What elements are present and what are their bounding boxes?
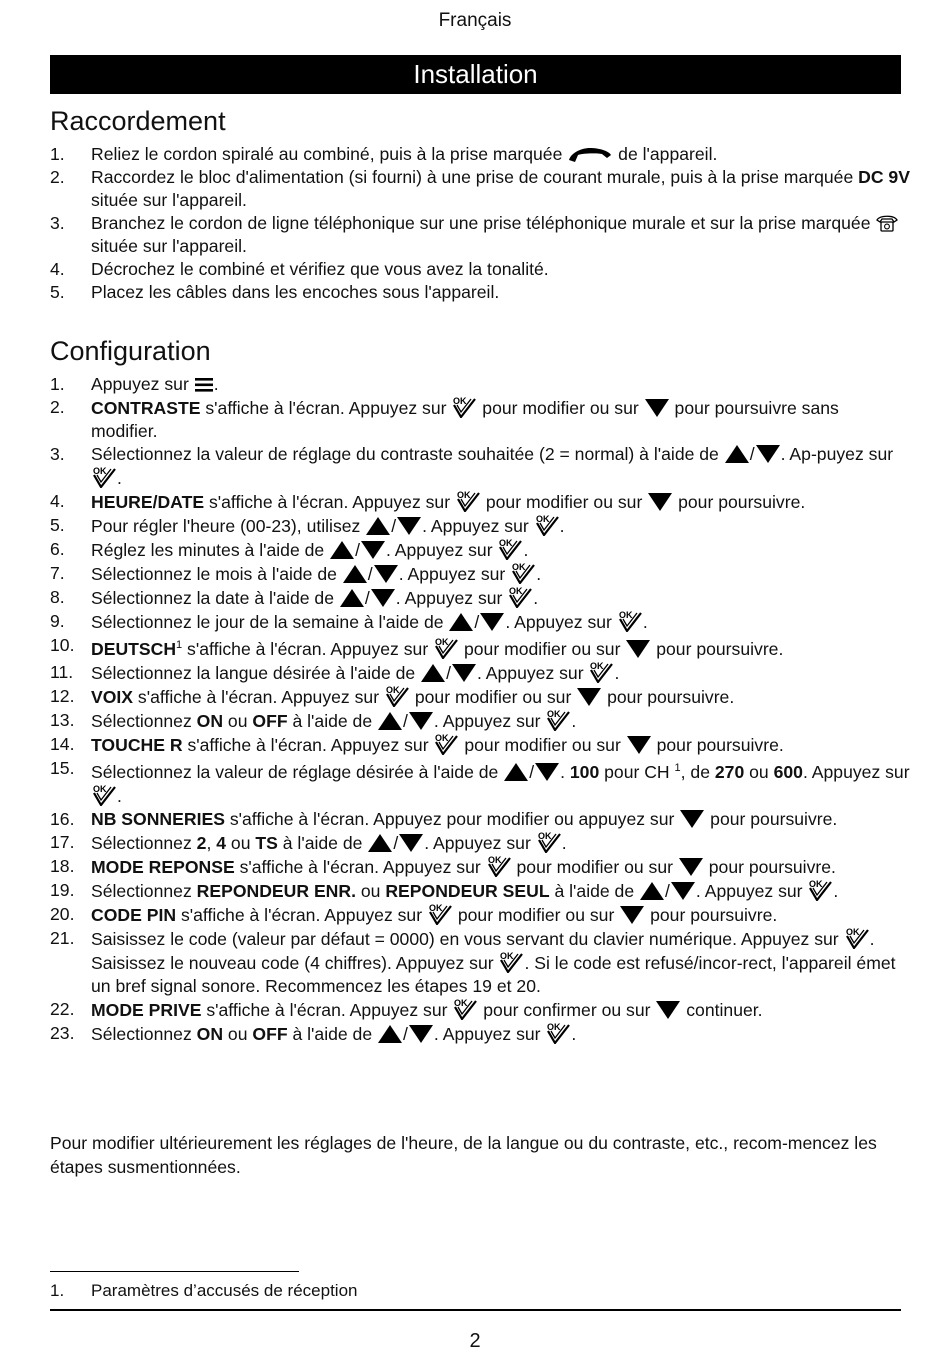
ok-icon: [452, 998, 478, 1020]
step-number: 2.: [50, 167, 65, 187]
down-arrow-icon: [655, 1000, 681, 1020]
down-arrow-icon: [644, 398, 670, 418]
step-number: 7.: [50, 563, 65, 583]
down-arrow-icon: [396, 516, 422, 536]
svg-text:OK: OK: [845, 926, 860, 937]
step-number: 15.: [50, 757, 75, 778]
bold-term: NB SONNERIES: [91, 808, 225, 829]
step-text: TOUCHE R s'affiche à l'écran. Appuyez sur OK pour modifier ou sur pour poursuivre.: [91, 732, 784, 755]
bold-term: DEUTSCH: [91, 638, 177, 659]
ok-icon: [807, 879, 833, 901]
step-number: 8.: [50, 587, 65, 607]
step-text: Sélectionnez la valeur de réglage désirée à l'aide de / . 100 pour CH $^1$, de 270 ou 600. Appuyez sur OK .: [91, 761, 910, 806]
ok-icon: [545, 709, 571, 731]
down-arrow-icon: [360, 540, 386, 560]
down-arrow-icon: [679, 809, 705, 829]
up-arrow-icon: [377, 711, 403, 731]
bold-term: ON: [196, 710, 224, 731]
step-text: HEURE/DATE s'affiche à l'écran. Appuyez sur OK pour modifier ou sur pour poursuivre.: [91, 490, 806, 512]
step-number: 4.: [50, 259, 65, 279]
step-number: 17.: [50, 831, 75, 852]
down-arrow-icon: [479, 612, 505, 632]
step-text: Saisissez le code (valeur par défaut = 0000) en vous servant du clavier numérique. Appuyez sur OK . Saisissez le nouveau code (4 chiffres). Appuyez sur OK . Si le code est refusé/incor-rect, l'appareil émet un bref signal sonore. Recommencez les étapes 19 et 20.: [91, 926, 896, 996]
down-arrow-icon: [373, 564, 399, 584]
ok-icon: [498, 951, 524, 973]
step-text: CONTRASTE s'affiche à l'écran. Appuyez sur OK pour modifier ou sur pour poursuivre sans modifier.: [91, 396, 839, 441]
bottom-rule: [50, 1309, 901, 1311]
svg-text:OK: OK: [499, 538, 513, 548]
svg-text:OK: OK: [453, 396, 467, 406]
up-arrow-icon: [342, 564, 368, 584]
svg-text:OK: OK: [93, 783, 107, 794]
step-number: 4.: [50, 491, 65, 511]
svg-text:OK: OK: [618, 610, 633, 620]
ok-icon: [507, 586, 533, 608]
handset-icon: [567, 144, 613, 164]
svg-text:OK: OK: [456, 490, 471, 500]
configuration-step-15: [50, 757, 910, 808]
ok-icon: [617, 610, 643, 632]
up-arrow-icon: [339, 588, 365, 608]
configuration-step-5: [50, 514, 910, 538]
section-banner: Installation: [50, 55, 901, 94]
down-arrow-icon: [534, 762, 560, 782]
svg-text:OK: OK: [454, 997, 468, 1008]
bold-term: 4: [216, 832, 227, 853]
svg-text:OK: OK: [435, 636, 449, 647]
up-arrow-icon: [420, 663, 446, 683]
bold-term: OFF: [252, 710, 288, 731]
ok-icon: [455, 490, 481, 512]
step-text: Sélectionnez 2, 4 ou TS à l'aide de / . Appuyez sur OK .: [91, 830, 567, 853]
ok-icon: [91, 466, 117, 488]
ok-icon: [536, 831, 562, 853]
configuration-step-17: [50, 831, 910, 855]
step-text: Raccordez le bloc d'alimentation (si fourni) à une prise de courant murale, puis à la prise marquée DC 9V située sur l'appareil.: [91, 167, 910, 210]
down-arrow-icon: [576, 687, 602, 707]
step-number: 14.: [50, 733, 75, 754]
up-arrow-icon: [724, 444, 750, 464]
step-text: Sélectionnez la langue désirée à l'aide de / . Appuyez sur OK .: [91, 660, 620, 683]
svg-text:OK: OK: [93, 466, 107, 476]
step-text: Placez les câbles dans les encoches sous l'appareil.: [91, 282, 500, 302]
ok-icon: [510, 562, 536, 584]
step-number: 3.: [50, 444, 65, 464]
step-text: Branchez le cordon de ligne téléphonique sur une prise téléphonique murale et sur la prise marquée située sur l'appareil.: [91, 212, 910, 258]
step-number: 2.: [50, 397, 65, 417]
bold-term: CODE PIN: [91, 904, 177, 925]
configuration-step-23: [50, 1022, 910, 1046]
step-number: 1.: [50, 374, 65, 394]
step-text: Réglez les minutes à l'aide de / . Appuyez sur OK .: [91, 538, 529, 560]
step-number: 19.: [50, 879, 75, 900]
down-arrow-icon: [408, 711, 434, 731]
step-number: 13.: [50, 709, 75, 730]
svg-text:OK: OK: [535, 514, 550, 524]
footnote-number: 1.: [50, 1281, 65, 1300]
svg-text:OK: OK: [537, 830, 552, 841]
bold-term: OFF: [252, 1023, 288, 1044]
step-text: Décrochez le combiné et vérifiez que vous avez la tonalité.: [91, 259, 549, 279]
step-text: Sélectionnez ON ou OFF à l'aide de / . Appuyez sur OK .: [91, 708, 577, 731]
configuration-step-13: [50, 709, 910, 733]
svg-text:OK: OK: [435, 732, 449, 743]
step-text: Sélectionnez le jour de la semaine à l'aide de / . Appuyez sur OK .: [91, 610, 648, 632]
down-arrow-icon: [398, 833, 424, 853]
ok-icon: [427, 903, 453, 925]
down-arrow-icon: [625, 639, 651, 659]
up-arrow-icon: [639, 881, 665, 901]
configuration-step-8: [50, 586, 910, 610]
configuration-steps: [50, 373, 910, 1046]
svg-text:OK: OK: [590, 660, 604, 671]
ok-icon: [844, 927, 870, 949]
svg-text:OK: OK: [500, 950, 514, 961]
bold-term: REPONDEUR SEUL: [385, 880, 550, 901]
raccordement-step-3: [50, 212, 910, 258]
step-number: 23.: [50, 1022, 75, 1043]
ok-icon: [534, 514, 560, 536]
up-arrow-icon: [365, 516, 391, 536]
step-text: Appuyez sur .: [91, 374, 219, 394]
bold-term: 270: [714, 761, 745, 782]
step-text: MODE PRIVE s'affiche à l'écran. Appuyez sur OK pour confirmer ou sur continuer.: [91, 997, 763, 1020]
step-number: 10.: [50, 635, 75, 655]
footnote-rule: [50, 1271, 299, 1272]
ok-icon: [433, 637, 459, 659]
configuration-step-22: [50, 998, 910, 1022]
configuration-step-11: [50, 661, 910, 685]
step-text: MODE REPONSE s'affiche à l'écran. Appuyez sur OK pour modifier ou sur pour poursuivre.: [91, 854, 836, 877]
ok-icon: [545, 1022, 571, 1044]
bold-term: 600: [773, 761, 803, 782]
svg-text:OK: OK: [547, 1021, 561, 1032]
step-text: CODE PIN s'affiche à l'écran. Appuyez sur OK pour modifier ou sur pour poursuivre.: [91, 902, 778, 925]
bold-term: MODE REPONSE: [91, 856, 235, 877]
step-number: 22.: [50, 998, 75, 1019]
step-text: Sélectionnez la valeur de réglage du contraste souhaitée (2 = normal) à l'aide de / . Ap-puyez sur OK .: [91, 444, 894, 488]
step-text: Reliez le cordon spiralé au combiné, puis à la prise marquée de l'appareil.: [91, 144, 718, 164]
svg-text:OK: OK: [428, 902, 443, 913]
bold-term: TS: [255, 832, 278, 853]
step-text: Sélectionnez la date à l'aide de / . Appuyez sur OK .: [91, 586, 539, 608]
configuration-step-19: [50, 879, 910, 903]
raccordement-step-4: [50, 258, 910, 281]
down-arrow-icon: [670, 881, 696, 901]
up-arrow-icon: [377, 1024, 403, 1044]
bold-term: VOIX: [91, 686, 134, 707]
down-arrow-icon: [408, 1024, 434, 1044]
raccordement-step-2: [50, 166, 910, 212]
bold-term: HEURE/DATE: [91, 492, 205, 512]
raccordement-step-5: [50, 281, 910, 304]
down-arrow-icon: [755, 444, 781, 464]
up-arrow-icon: [329, 540, 355, 560]
svg-text:OK: OK: [487, 854, 502, 865]
page-number: 2: [469, 1330, 481, 1352]
step-number: 9.: [50, 611, 65, 631]
step-text: VOIX s'affiche à l'écran. Appuyez sur OK pour modifier ou sur pour poursuivre.: [91, 684, 735, 707]
ok-icon: [433, 733, 459, 755]
step-number: 6.: [50, 539, 65, 559]
bold-term: REPONDEUR ENR.: [196, 880, 356, 901]
step-text: DEUTSCH$^1$ s'affiche à l'écran. Appuyez sur OK pour modifier ou sur pour poursuivre.: [91, 636, 784, 659]
bold-term: DC 9V: [858, 167, 910, 187]
step-number: 5.: [50, 282, 65, 302]
configuration-step-18: [50, 855, 910, 879]
ok-icon: [384, 685, 410, 707]
down-arrow-icon: [678, 857, 704, 877]
step-text: NB SONNERIES s'affiche à l'écran. Appuyez pour modifier ou appuyez sur pour poursuivre.: [91, 808, 838, 829]
footnote: [50, 1281, 357, 1301]
bold-term: MODE PRIVE: [91, 999, 202, 1020]
configuration-step-21: [50, 927, 910, 998]
configuration-step-7: [50, 562, 910, 586]
svg-text:OK: OK: [385, 684, 400, 695]
closing-note: Pour modifier ultérieurement les réglages de l'heure, de la langue ou du contraste, etc., recom-mencez les étapes susmentionnées.: [50, 1133, 877, 1177]
svg-text:OK: OK: [809, 878, 823, 889]
ok-icon: [588, 661, 614, 683]
down-arrow-icon: [619, 905, 645, 925]
raccordement-step-1: [50, 143, 910, 166]
raccordement-title: Raccordement: [50, 106, 226, 136]
bold-term: ON: [196, 1023, 224, 1044]
step-text: Sélectionnez REPONDEUR ENR. ou REPONDEUR SEUL à l'aide de / . Appuyez sur OK .: [91, 878, 839, 901]
raccordement-steps: [50, 143, 910, 304]
down-arrow-icon: [626, 735, 652, 755]
telephone-line-icon: [875, 213, 899, 233]
configuration-step-20: [50, 903, 910, 927]
configuration-step-10: [50, 634, 910, 661]
language-label: Français: [438, 10, 512, 31]
ok-icon: [451, 396, 477, 418]
svg-text:OK: OK: [512, 562, 526, 572]
ok-icon: [486, 855, 512, 877]
configuration-step-4: [50, 490, 910, 514]
step-number: 16.: [50, 808, 75, 829]
footnote-text: Paramètres d’accusés de réception: [91, 1281, 358, 1300]
up-arrow-icon: [448, 612, 474, 632]
bold-term: TOUCHE R: [91, 734, 183, 755]
step-text: Sélectionnez ON ou OFF à l'aide de / . Appuyez sur OK .: [91, 1021, 577, 1044]
configuration-step-2: [50, 396, 910, 443]
down-arrow-icon: [647, 492, 673, 512]
step-number: 3.: [50, 213, 65, 233]
up-arrow-icon: [503, 762, 529, 782]
configuration-step-6: [50, 538, 910, 562]
ok-icon: [497, 538, 523, 560]
step-number: 5.: [50, 515, 65, 535]
ok-icon: [91, 784, 117, 806]
up-arrow-icon: [367, 833, 393, 853]
bold-term: 2: [196, 832, 207, 853]
step-number: 12.: [50, 685, 75, 706]
bold-term: CONTRASTE: [91, 398, 201, 418]
step-number: 18.: [50, 855, 75, 876]
step-number: 1.: [50, 144, 65, 164]
footnote-ref: 1: [176, 639, 183, 651]
configuration-step-9: [50, 610, 910, 634]
step-text: Sélectionnez le mois à l'aide de / . Appuyez sur OK .: [91, 562, 542, 584]
configuration-step-12: [50, 685, 910, 709]
down-arrow-icon: [451, 663, 477, 683]
step-number: 11.: [50, 661, 74, 682]
svg-text:OK: OK: [509, 586, 523, 596]
configuration-title: Configuration: [50, 336, 211, 366]
svg-text:OK: OK: [547, 708, 561, 719]
step-number: 21.: [50, 927, 75, 948]
configuration-step-16: [50, 808, 910, 831]
footnote-ref: 1: [674, 761, 681, 774]
down-arrow-icon: [370, 588, 396, 608]
configuration-step-14: [50, 733, 910, 757]
bold-term: 100: [569, 761, 600, 782]
step-text: Pour régler l'heure (00-23), utilisez / . Appuyez sur OK .: [91, 514, 565, 536]
configuration-step-1: [50, 373, 910, 396]
step-number: 20.: [50, 903, 75, 924]
configuration-step-3: [50, 443, 910, 490]
menu-icon: [194, 376, 214, 394]
